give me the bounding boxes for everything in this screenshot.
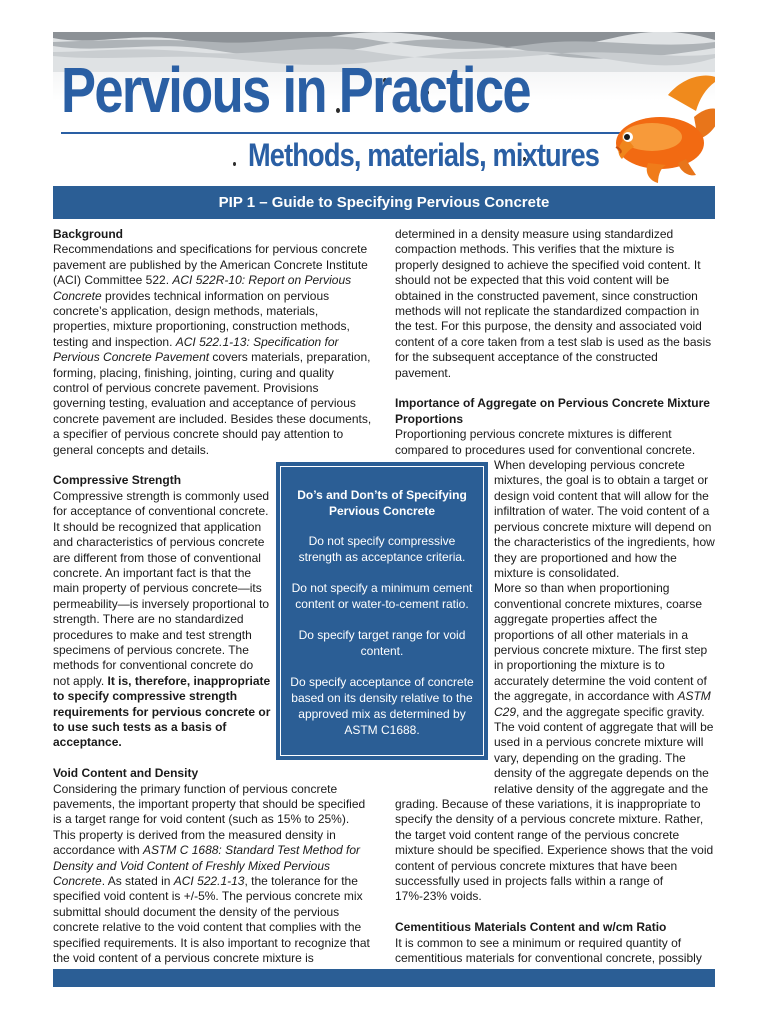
density-continuation-paragraph: determined in a density measure using standardized compaction methods. This verifies that the mixture is properly designed to achieve the specified void content. It should not be expected that this void content will be obtained in the constructed pavement, since construction methods will not replicate the standardized compaction in the test. For this purpose, the density and associated void content of a core taken from a test slab is used as the basis for the subsequent acceptance of the constructed pavement.	[395, 227, 712, 380]
aggregate-paragraph-2: More so than when proportioning conventional concrete mixtures, coarse aggregate properties affect the proportions of all other materials in a pervious concrete mixture. The first step in proportioning the mixture is to accurately determine the void content of the aggregate, in accordance with ASTM C29, and the aggregate specific gravity. The void content of aggregate that will be used in a pervious concrete mixture will vary, depending on the grading. The density of the aggregate depends on the relative density of the aggregate and the	[494, 581, 714, 796]
cementitious-paragraph: It is common to see a minimum or required quantity of cementitious materials for conventional concrete, possibly	[395, 935, 702, 966]
pip-title-bar: PIP 1 – Guide to Specifying Pervious Concrete	[53, 186, 715, 219]
aggregate-heading: Importance of Aggregate on Pervious Concrete Mixture Proportions	[395, 396, 710, 426]
compressive-paragraph: Compressive strength is commonly used for acceptance of conventional concrete. It should be recognized that application and characteristics of pervious concrete are different from those of conventional concrete. An important fact is that the main property of pervious concrete—its permeability—is inversely proportional to strength. There are no standardized procedures to make and test strength specimens of pervious concrete. The methods for conventional concrete do not apply. It is, therefore, inappropriate to specify compressive strength requirements for pervious concrete or to use such tests as a basis of acceptance.	[53, 488, 271, 750]
aggregate-intro: Proportioning pervious concrete mixtures is different compared to procedures used for conventional concrete.	[395, 427, 696, 457]
background-paragraph: Recommendations and specifications for pervious concrete pavement are published by the American Concrete Institute (ACI) Committee 522. ACI 522R-10: Report on Pervious Concrete provides technical information on pervious concrete’s application, design methods, materials, properties, mixture proportioning, construction methods, testing and inspection. ACI 522.1-13: Specification for Pervious Concrete Pavement covers materials, preparation, forming, placing, finishing, jointing, curing and quality control of pervious concrete pavement. Provisions governing testing, evaluation and acceptance of pervious concrete pavement are included. Besides these documents, a specifier of pervious concrete should pay attention to general concepts and details.	[53, 242, 372, 457]
sidebar-title: Do’s and Don’ts of Specifying Pervious Concrete	[297, 488, 467, 518]
sidebar-item: Do specify acceptance of concrete based on its density relative to the approved mix as determined by ASTM C1688.	[290, 675, 474, 737]
sidebar-item: Do specify target range for void content.	[298, 628, 466, 658]
aggregate-paragraph-3: grading. Because of these variations, it is inappropriate to specify the density of a pervious concrete mixture. Rather, the target void content range of the pervious concrete mixture should be specified. Experience shows that the void content of pervious concrete mixtures that have been successfully used in projects falls within a range of 17%-23% voids.	[395, 797, 714, 904]
goldfish-icon	[608, 67, 715, 185]
sidebar-frame	[280, 466, 484, 756]
bubble	[233, 162, 236, 166]
dos-donts-sidebar	[276, 462, 488, 760]
aggregate-paragraph-1: When developing pervious concrete mixtures, the goal is to obtain a target or design void content that will allow for the infiltration of water. The void content of a pervious concrete mixture will depend on the characteristics of the ingredients, how they are proportioned and how the mixture is consolidated.	[494, 458, 715, 580]
sidebar-item: Do not specify a minimum cement content or water-to-cement ratio.	[291, 581, 473, 611]
compressive-heading: Compressive Strength	[53, 473, 182, 488]
void-paragraph: Considering the primary function of pervious concrete pavements, the important property that should be specified is a target range for void content (such as 15% to 25%). This property is derived from the measured density in accordance with ASTM C 1688: Standard Test Method for Density and Void Content of Freshly Mixed Pervious Concrete. As stated in ACI 522.1-13, the tolerance for the specified void content is +/-5%. The pervious concrete mix submittal should document the density of the pervious concrete relative to the void content that complies with the specified requirements. It is also important to recognize that the void content of a pervious concrete mixture is	[53, 781, 370, 966]
masthead	[53, 32, 715, 185]
sidebar-item: Do not specify compressive strength as acceptance criteria.	[298, 534, 466, 564]
masthead-title: Pervious in Practice	[61, 54, 530, 126]
masthead-subtitle: Methods, materials, mixtures	[248, 137, 600, 173]
void-heading: Void Content and Density	[53, 766, 199, 781]
footer-bar	[53, 969, 715, 987]
background-heading: Background	[53, 227, 124, 241]
cementitious-heading: Cementitious Materials Content and w/cm Ratio	[395, 920, 667, 935]
